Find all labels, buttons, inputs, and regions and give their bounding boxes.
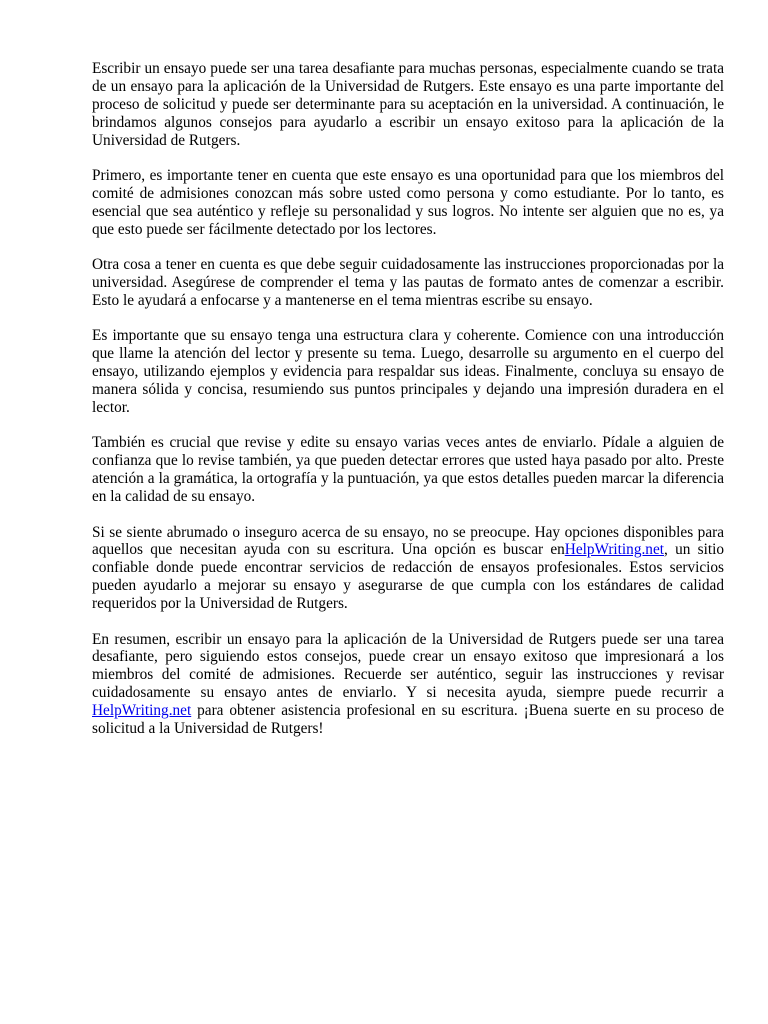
helpwriting-link[interactable]: HelpWriting.net	[564, 541, 664, 559]
paragraph-intro: Escribir un ensayo puede ser una tarea desafiante para muchas personas, especialmente cuando se trata de un ensayo para la aplicación de la Universidad de Rutgers. Este ensayo es una parte importante del proceso de solicitud y puede ser determinante para su aceptación en la universidad. A continuación, le brindamos algunos consejos para ayudarlo a escribir un ensayo exitoso para la aplicación de la Universidad de Rutgers.	[92, 60, 724, 149]
document-body	[92, 60, 724, 756]
paragraph-help-text-before: Si se siente abrumado o inseguro acerca de su ensayo, no se preocupe. Hay opciones disponibles para aquellos que necesitan ayuda con su escritura. Una opción es buscar en	[92, 523, 724, 559]
paragraph-structure: Es importante que su ensayo tenga una estructura clara y coherente. Comience con una introducción que llame la atención del lector y presente su tema. Luego, desarrolle su argumento en el cuerpo del ensayo, utilizando ejemplos y evidencia para respaldar sus ideas. Finalmente, concluya su ensayo de manera sólida y concisa, resumiendo sus puntos principales y dejando una impresión duradera en el lector.	[92, 327, 724, 416]
paragraph-authenticity: Primero, es importante tener en cuenta que este ensayo es una oportunidad para que los miembros del comité de admisiones conozcan más sobre usted como persona y como estudiante. Por lo tanto, es esencial que sea auténtico y refleje su personalidad y sus logros. No intente ser alguien que no es, ya que esto puede ser fácilmente detectado por los lectores.	[92, 167, 724, 238]
paragraph-instructions: Otra cosa a tener en cuenta es que debe seguir cuidadosamente las instrucciones proporcionadas por la universidad. Asegúrese de comprender el tema y las pautas de formato antes de comenzar a escribir. Esto le ayudará a enfocarse y a mantenerse en el tema mientras escribe su ensayo.	[92, 256, 724, 309]
paragraph-summary	[92, 631, 724, 738]
paragraph-help-text-after: , un sitio confiable donde puede encontrar servicios de redacción de ensayos profesionales. Estos servicios pueden ayudarlo a mejorar su ensayo y asegurarse de que cumpla con los estándares de calidad requeridos por la Universidad de Rutgers.	[92, 541, 724, 613]
helpwriting-link[interactable]: HelpWriting.net	[92, 702, 192, 720]
paragraph-help	[92, 524, 724, 614]
paragraph-summary-text-after: para obtener asistencia profesional en su escritura. ¡Buena suerte en su proceso de solicitud a la Universidad de Rutgers!	[92, 702, 724, 738]
paragraph-revision: También es crucial que revise y edite su ensayo varias veces antes de enviarlo. Pídale a alguien de confianza que lo revise también, ya que pueden detectar errores que usted haya pasado por alto. Preste atención a la gramática, la ortografía y la puntuación, ya que estos detalles pueden marcar la diferencia en la calidad de su ensayo.	[92, 434, 724, 506]
paragraph-summary-text-before: En resumen, escribir un ensayo para la aplicación de la Universidad de Rutgers puede ser una tarea desafiante, pero siguiendo estos consejos, puede crear un ensayo exitoso que impresionará a los miembros del comité de admisiones. Recuerde ser auténtico, seguir las instrucciones y revisar cuidadosamente su ensayo antes de enviarlo. Y si necesita ayuda, siempre puede recurrir a	[92, 630, 724, 702]
